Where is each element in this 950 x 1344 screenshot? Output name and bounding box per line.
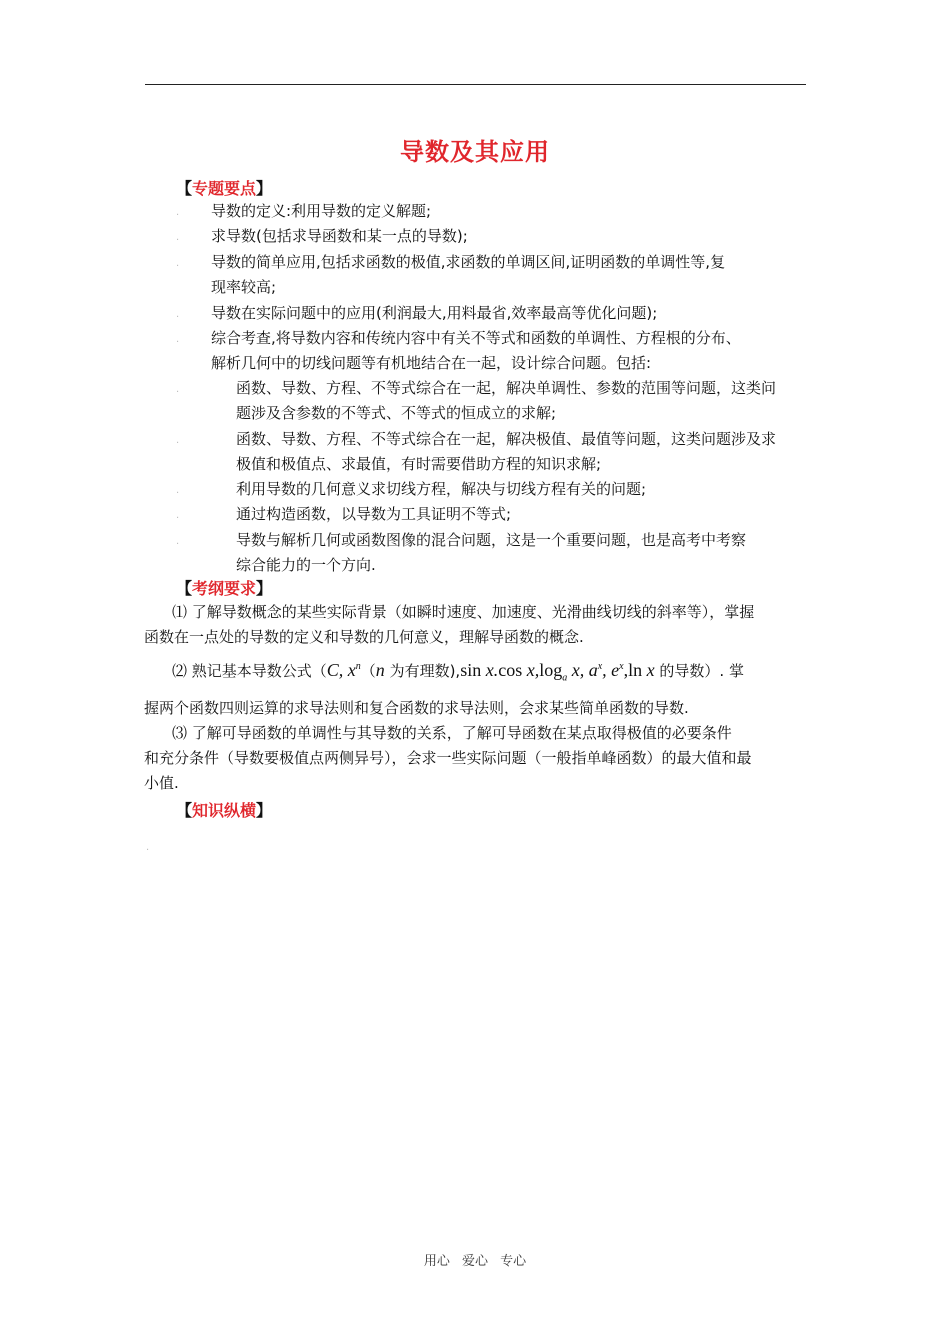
bullet-marker: .: [176, 435, 180, 446]
bullet-marker: .: [176, 485, 180, 496]
bullet-marker: .: [176, 207, 180, 218]
key-point-5: 综合考查,将导数内容和传统内容中有关不等式和函数的单调性、方程根的分布、: [211, 329, 741, 347]
section-heading-key-points: 【专题要点】: [176, 179, 273, 198]
formula-functions: [460, 660, 655, 684]
bullet-marker: .: [176, 536, 180, 547]
bullet-marker: .: [176, 232, 180, 243]
section-heading-knowledge: 【知识纵横】: [176, 801, 273, 820]
math-cos: cos: [498, 660, 523, 680]
math-x: x.: [481, 660, 499, 680]
formula-suffix: 的导数）. 掌: [654, 662, 744, 680]
key-point-5-cont: 解析几何中的切线问题等有机地结合在一起，设计综合问题。包括:: [211, 354, 652, 372]
key-point-3: 导数的简单应用,包括求函数的极值,求函数的单调区间,证明函数的单调性等,复: [211, 253, 726, 271]
key-point-3-cont: 现率较高;: [211, 278, 277, 296]
syllabus-item-3-cont2: 小值.: [144, 774, 179, 792]
formula-paren: （: [360, 662, 376, 680]
sub-point-2: 函数、导数、方程、不等式综合在一起，解决极值、最值等问题，这类问题涉及求: [236, 430, 777, 448]
math-sup-x: x: [619, 661, 624, 672]
section-heading-label: 专题要点: [192, 179, 257, 198]
sub-point-5-cont: 综合能力的一个方向.: [236, 556, 376, 574]
syllabus-item-3: ⑶ 了解可导函数的单调性与其导数的关系，了解可导函数在某点取得极值的必要条件: [172, 724, 732, 742]
sub-point-1-cont: 题涉及含参数的不等式、不等式的恒成立的求解;: [236, 404, 557, 422]
math-x: x: [642, 660, 655, 680]
math-e: , e: [602, 660, 620, 680]
bullet-marker: .: [176, 258, 180, 269]
math-c-x: C, x: [326, 660, 356, 680]
math-sup-n: n: [355, 661, 361, 672]
key-point-2: 求导数(包括求导函数和某一点的导数);: [211, 227, 468, 245]
math-x: x,: [522, 660, 540, 680]
syllabus-item-2-cont: 握两个函数四则运算的求导法则和复合函数的求导法则，会求某些简单函数的导数.: [144, 699, 689, 717]
key-point-4: 导数在实际问题中的应用(利润最大,用料最省,效率最高等优化问题);: [211, 304, 658, 322]
key-point-1: 导数的定义:利用导数的定义解题;: [211, 202, 432, 220]
page-title: 导数及其应用: [400, 138, 550, 166]
sub-point-2-cont: 极值和极值点、求最值，有时需要借助方程的知识求解;: [236, 455, 602, 473]
math-sin: sin: [460, 660, 482, 680]
sub-point-3: 利用导数的几何意义求切线方程，解决与切线方程有关的问题;: [236, 480, 647, 498]
syllabus-item-1: ⑴ 了解导数概念的某些实际背景（如瞬时速度、加速度、光滑曲线切线的斜率等），掌握: [172, 603, 755, 621]
bullet-marker: .: [176, 384, 180, 395]
section-heading-syllabus: 【考纲要求】: [176, 579, 273, 598]
math-x-a: x, a: [567, 660, 598, 680]
math-sup-x: x: [597, 661, 603, 672]
bullet-marker: .: [176, 510, 180, 521]
section-heading-label: 知识纵横: [192, 801, 257, 820]
page-footer: 用心 爱心 专心: [423, 1254, 527, 1269]
bullet-marker: .: [176, 309, 180, 320]
math-n: n: [375, 660, 385, 680]
sub-point-5: 导数与解析几何或函数图像的混合问题，这是一个重要问题，也是高考中考察: [236, 531, 747, 549]
syllabus-item-2: [172, 655, 744, 691]
math-sub-a: a: [562, 672, 568, 684]
header-rule: [145, 84, 806, 85]
sub-point-1: 函数、导数、方程、不等式综合在一起，解决单调性、参数的范围等问题，这类问: [236, 379, 777, 397]
formula-rational-note: 为有理数),: [384, 662, 461, 680]
formula-prefix: ⑵ 熟记基本导数公式（: [172, 662, 327, 680]
section-heading-label: 考纲要求: [192, 579, 257, 598]
math-ln: ,ln: [623, 660, 643, 680]
syllabus-item-1-cont: 函数在一点处的导数的定义和导数的几何意义，理解导函数的概念.: [144, 628, 584, 646]
math-log: log: [539, 660, 563, 680]
sub-point-4: 通过构造函数，以导数为工具证明不等式;: [236, 505, 512, 523]
bullet-marker: .: [176, 334, 180, 345]
bullet-marker: .: [146, 842, 150, 853]
syllabus-item-3-cont: 和充分条件（导数要极值点两侧异号），会求一些实际问题（一般指单峰函数）的最大值和最: [144, 749, 752, 767]
formula-c-xn: [327, 660, 361, 680]
